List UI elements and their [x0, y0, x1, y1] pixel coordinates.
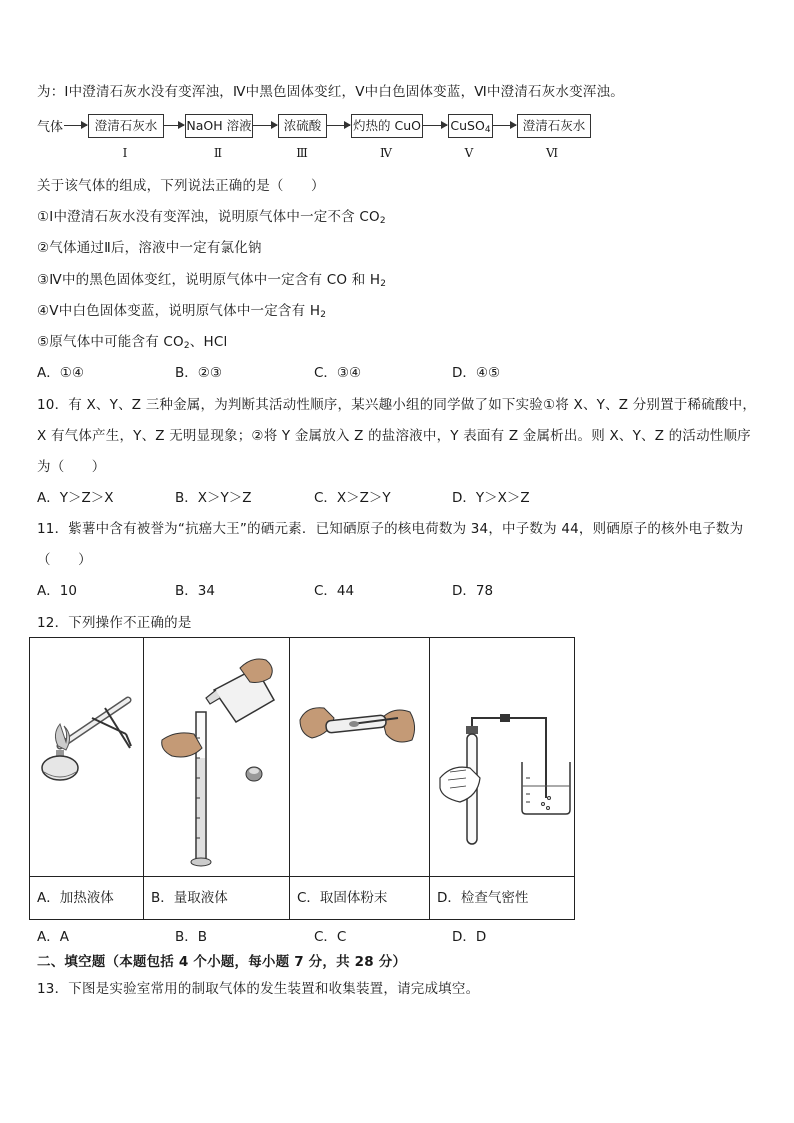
flow-box-4: 灼热的 CuO — [351, 114, 423, 138]
q9-s1-text: ①Ⅰ中澄清石灰水没有变浑浊，说明原气体中一定不含 CO — [37, 209, 380, 225]
flow-arrow — [252, 125, 277, 126]
caption-d: D．检查气密性 — [430, 877, 575, 920]
measuring-liquid-illustration — [144, 638, 289, 876]
q9-statement-4 — [37, 301, 326, 321]
q9-s4-sub: 2 — [320, 310, 327, 320]
flow-box-1: 澄清石灰水 — [88, 114, 164, 138]
section-heading: 二、填空题（本题包括 4 个小题，每小题 7 分，共 28 分） — [37, 954, 407, 970]
q9-statement-2: ②气体通过Ⅱ后，溶液中一定有氯化钠 — [37, 240, 262, 256]
q11-option-a[interactable]: A．10 — [37, 583, 77, 599]
flow-label-3: Ⅲ — [296, 146, 308, 160]
q11-line-1: 11．紫薯中含有被誉为“抗癌大王”的硒元素．已知硒原子的核电荷数为 34，中子数为 44，则硒原子的核外电子数为 — [37, 521, 744, 537]
q10-option-a[interactable]: A．Y＞Z＞X — [37, 490, 114, 506]
q9-option-d[interactable]: D．④⑤ — [452, 365, 501, 381]
q12-option-c[interactable]: C．C — [314, 929, 347, 945]
q11-option-c[interactable]: C．44 — [314, 583, 355, 599]
q10-option-c[interactable]: C．X＞Z＞Y — [314, 490, 391, 506]
q12-option-d[interactable]: D．D — [452, 929, 487, 945]
q9-s1-sub: 2 — [379, 216, 386, 226]
q12-option-b[interactable]: B．B — [175, 929, 208, 945]
q9-s3-sub: 2 — [380, 279, 387, 289]
flow-arrow — [163, 125, 184, 126]
flow-label-5: Ⅴ — [464, 146, 474, 160]
heating-liquid-drawing — [30, 638, 143, 876]
q11-option-b[interactable]: B．34 — [175, 583, 215, 599]
q11-option-d[interactable]: D．78 — [452, 583, 494, 599]
q9-s3-text: ③Ⅳ中的黑色固体变红，说明原气体中一定含有 CO 和 H — [37, 272, 381, 288]
taking-powder-illustration — [290, 638, 429, 876]
taking-powder-drawing — [290, 638, 429, 876]
q12-option-a[interactable]: A．A — [37, 929, 69, 945]
flow-label-6: Ⅵ — [545, 146, 559, 160]
flow-arrow — [326, 125, 350, 126]
q12-question: 12．下列操作不正确的是 — [37, 615, 192, 631]
caption-c: C．取固体粉末 — [290, 877, 430, 920]
flow-arrow — [492, 125, 516, 126]
q9-statement-1 — [37, 207, 386, 227]
airtightness-check-drawing — [430, 638, 574, 876]
q9-option-b[interactable]: B．②③ — [175, 365, 222, 381]
measuring-liquid-drawing — [144, 638, 289, 876]
q13-question: 13．下图是实验室常用的制取气体的发生装置和收集装置，请完成填空。 — [37, 981, 480, 997]
q10-line-2: X 有气体产生，Y、Z 无明显现象；②将 Y 金属放入 Z 的盐溶液中，Y 表面有 Z 金属析出。则 X、Y、Z 的活动性顺序 — [37, 428, 751, 444]
q9-question: 关于该气体的组成，下列说法正确的是（ ） — [37, 178, 325, 194]
q9-s5-sub: 2 — [183, 341, 190, 351]
flow-box-3: 浓硫酸 — [278, 114, 327, 138]
flow-arrow — [422, 125, 447, 126]
q9-s5-text: ⑤原气体中可能含有 CO — [37, 334, 184, 350]
picture-cell-c — [290, 638, 430, 877]
flow-label-2: Ⅱ — [213, 146, 223, 160]
q9-option-c[interactable]: C．③④ — [314, 365, 362, 381]
flow-label-1: Ⅰ — [122, 146, 128, 160]
caption-b: B．量取液体 — [144, 877, 290, 920]
airtightness-check-illustration — [430, 638, 574, 876]
flow-start-label: 气体 — [37, 120, 64, 135]
picture-cell-b — [144, 638, 290, 877]
q10-option-d[interactable]: D．Y＞X＞Z — [452, 490, 530, 506]
cuso4-subscript: 4 — [484, 125, 491, 135]
q9-statement-5 — [37, 332, 227, 352]
q9-s4-text: ④Ⅴ中白色固体变蓝，说明原气体中一定含有 H — [37, 303, 321, 319]
gas-flow-diagram — [37, 114, 597, 164]
q11-line-2: （ ） — [37, 552, 92, 568]
flow-box-2: NaOH 溶液 — [185, 114, 253, 138]
q10-option-b[interactable]: B．X＞Y＞Z — [175, 490, 252, 506]
intro-line: 为：Ⅰ中澄清石灰水没有变浑浊，Ⅳ中黑色固体变红，Ⅴ中白色固体变蓝，Ⅵ中澄清石灰水变浑浊。 — [37, 84, 624, 100]
q9-statement-3 — [37, 270, 386, 290]
flow-box-5 — [448, 114, 493, 138]
flow-box-6: 澄清石灰水 — [517, 114, 591, 138]
picture-cell-d — [430, 638, 575, 877]
q9-s5-text-b: 、HCl — [189, 334, 228, 350]
heating-liquid-illustration — [30, 638, 143, 876]
caption-a: A．加热液体 — [30, 877, 144, 920]
q9-option-a[interactable]: A．①④ — [37, 365, 84, 381]
flow-arrow — [64, 125, 87, 126]
picture-cell-a — [30, 638, 144, 877]
q10-line-1: 10．有 X、Y、Z 三种金属，为判断其活动性顺序，某兴趣小组的同学做了如下实验①将 X、Y、Z 分别置于稀硫酸中， — [37, 397, 757, 413]
flow-label-4: Ⅳ — [380, 146, 392, 160]
q12-operation-table — [29, 637, 575, 920]
q10-line-3: 为（ ） — [37, 459, 106, 475]
cuso4-label: CuSO — [450, 118, 485, 133]
